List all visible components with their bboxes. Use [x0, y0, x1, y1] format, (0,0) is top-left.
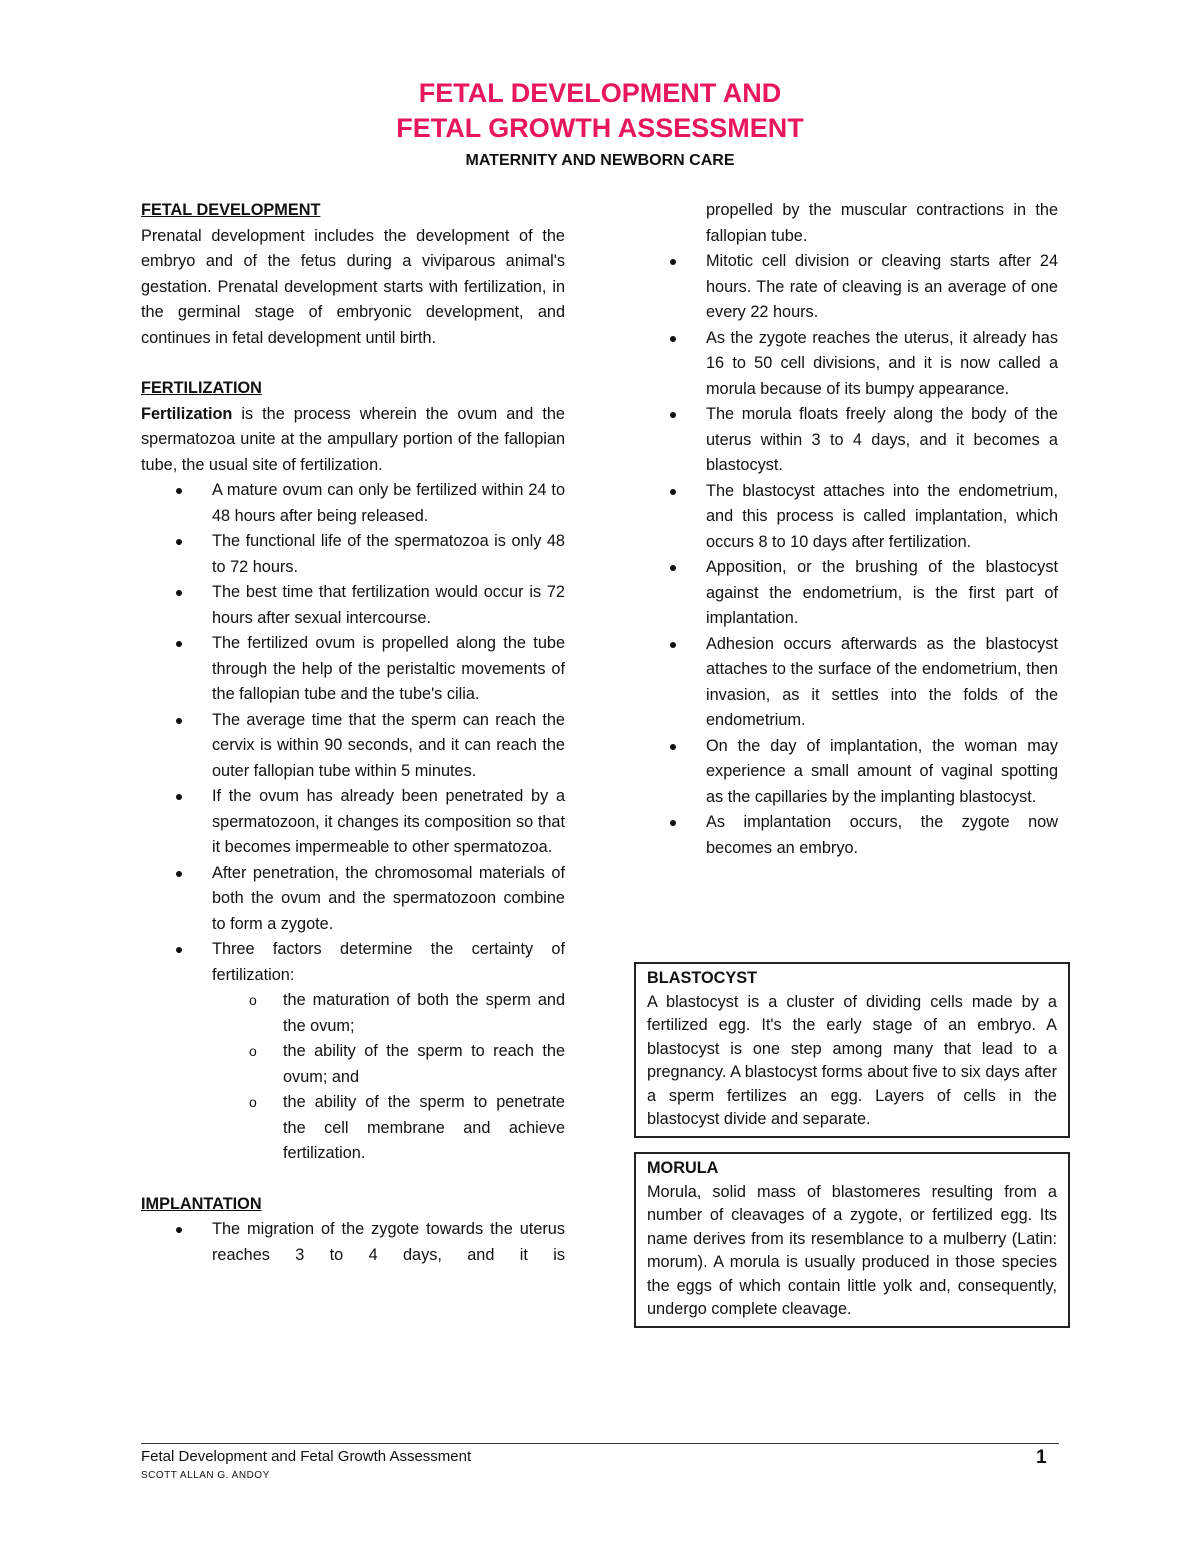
morula-title: MORULA: [647, 1159, 719, 1177]
blastocyst-box: [634, 962, 1070, 1138]
fertilization-intro: [141, 402, 565, 479]
implantation-heading: IMPLANTATION: [141, 1194, 262, 1213]
list-item: The migration of the zygote towards the uterus reaches 3 to 4 days, and it is: [212, 1217, 565, 1268]
list-item: As the zygote reaches the uterus, it already has 16 to 50 cell divisions, and it is now called a morula because of its bumpy appearance.: [706, 326, 1058, 403]
sub-list-item: o the ability of the sperm to reach the ovum; and: [283, 1039, 565, 1090]
sub-list-item: o the maturation of both the sperm and the ovum;: [283, 988, 565, 1039]
subtitle: MATERNITY AND NEWBORN CARE: [465, 152, 735, 169]
fetal-development-heading: FETAL DEVELOPMENT: [141, 201, 321, 219]
list-item: Mitotic cell division or cleaving starts after 24 hours. The rate of cleaving is an average of one every 22 hours.: [706, 249, 1058, 326]
fertilization-list: [141, 478, 565, 988]
page-number: 1: [1036, 1447, 1047, 1468]
right-column: [706, 198, 1058, 861]
implantation-list: [706, 249, 1058, 861]
morula-box: [634, 1152, 1070, 1328]
list-item: As implantation occurs, the zygote now becomes an embryo.: [706, 810, 1058, 861]
left-column: [141, 198, 565, 1268]
document-header: [0, 76, 1200, 172]
fertilization-sub-list: [141, 988, 565, 1167]
blastocyst-text: A blastocyst is a cluster of dividing cells made by a fertilized egg. It's the early stage of an embryo. A blastocyst is one step among many that lead to a pregnancy. A blastocyst forms about five to six days after a sperm fertilizes an egg. Layers of cells in the blastocyst divide and separate.: [647, 992, 1057, 1128]
list-item: The best time that fertilization would occur is 72 hours after sexual intercourse.: [212, 580, 565, 631]
fetal-development-text: Prenatal development includes the development of the embryo and of the fetus during a viviparous animal's gestation. Prenatal development starts with fertilization, in the germinal stage of embryonic development, and continues in fetal development until birth.: [141, 226, 565, 347]
list-item: After penetration, the chromosomal materials of both the ovum and the spermatozoon combine to form a zygote.: [212, 861, 565, 938]
fertilization-term: Fertilization: [141, 404, 233, 423]
title-line-2: FETAL GROWTH ASSESSMENT: [396, 113, 804, 143]
fertilization-intro-rest: is the process wherein the ovum and the spermatozoa unite at the ampullary portion of the fallopian tube, the usual site of fertilization.: [141, 404, 565, 474]
footer-author: SCOTT ALLAN G. ANDOY: [141, 1470, 270, 1481]
footer-title: Fetal Development and Fetal Growth Assessment: [141, 1448, 472, 1465]
list-item: A mature ovum can only be fertilized within 24 to 48 hours after being released.: [212, 478, 565, 529]
morula-text: Morula, solid mass of blastomeres resulting from a number of cleavages of a zygote, or fertilized egg. Its name derives from its resemblance to a mulberry (Latin: morum). A morula is usually produced in those species the eggs of which contain little yolk and, consequently, undergo complete cleavage.: [647, 1182, 1057, 1318]
list-item: Three factors determine the certainty of fertilization:: [212, 937, 565, 988]
sub-list-item: o the ability of the sperm to penetrate the cell membrane and achieve fertilization.: [283, 1090, 565, 1167]
list-item: The blastocyst attaches into the endometrium, and this process is called implantation, which occurs 8 to 10 days after fertilization.: [706, 479, 1058, 556]
list-item: On the day of implantation, the woman may experience a small amount of vaginal spotting as the capillaries by the implanting blastocyst.: [706, 734, 1058, 811]
fertilization-heading: FERTILIZATION: [141, 379, 262, 397]
list-item: The functional life of the spermatozoa is only 48 to 72 hours.: [212, 529, 565, 580]
list-item: Apposition, or the brushing of the blastocyst against the endometrium, is the first part of implantation.: [706, 555, 1058, 632]
list-item: The morula floats freely along the body of the uterus within 3 to 4 days, and it becomes a blastocyst.: [706, 402, 1058, 479]
footer-divider: [141, 1443, 1059, 1444]
list-item: The average time that the sperm can reach the cervix is within 90 seconds, and it can reach the outer fallopian tube within 5 minutes.: [212, 708, 565, 785]
implantation-list-start: [141, 1217, 565, 1268]
implantation-continued-text: propelled by the muscular contractions in the fallopian tube.: [706, 201, 1058, 245]
blastocyst-title: BLASTOCYST: [647, 969, 758, 987]
list-item: If the ovum has already been penetrated by a spermatozoon, it changes its composition so that it becomes impermeable to other spermatozoa.: [212, 784, 565, 861]
title-line-1: FETAL DEVELOPMENT AND: [418, 78, 782, 108]
list-item: Adhesion occurs afterwards as the blastocyst attaches to the surface of the endometrium, then invasion, as it settles into the folds of the endometrium.: [706, 632, 1058, 734]
list-item: The fertilized ovum is propelled along the tube through the help of the peristaltic movements of the fallopian tube and the tube's cilia.: [212, 631, 565, 708]
